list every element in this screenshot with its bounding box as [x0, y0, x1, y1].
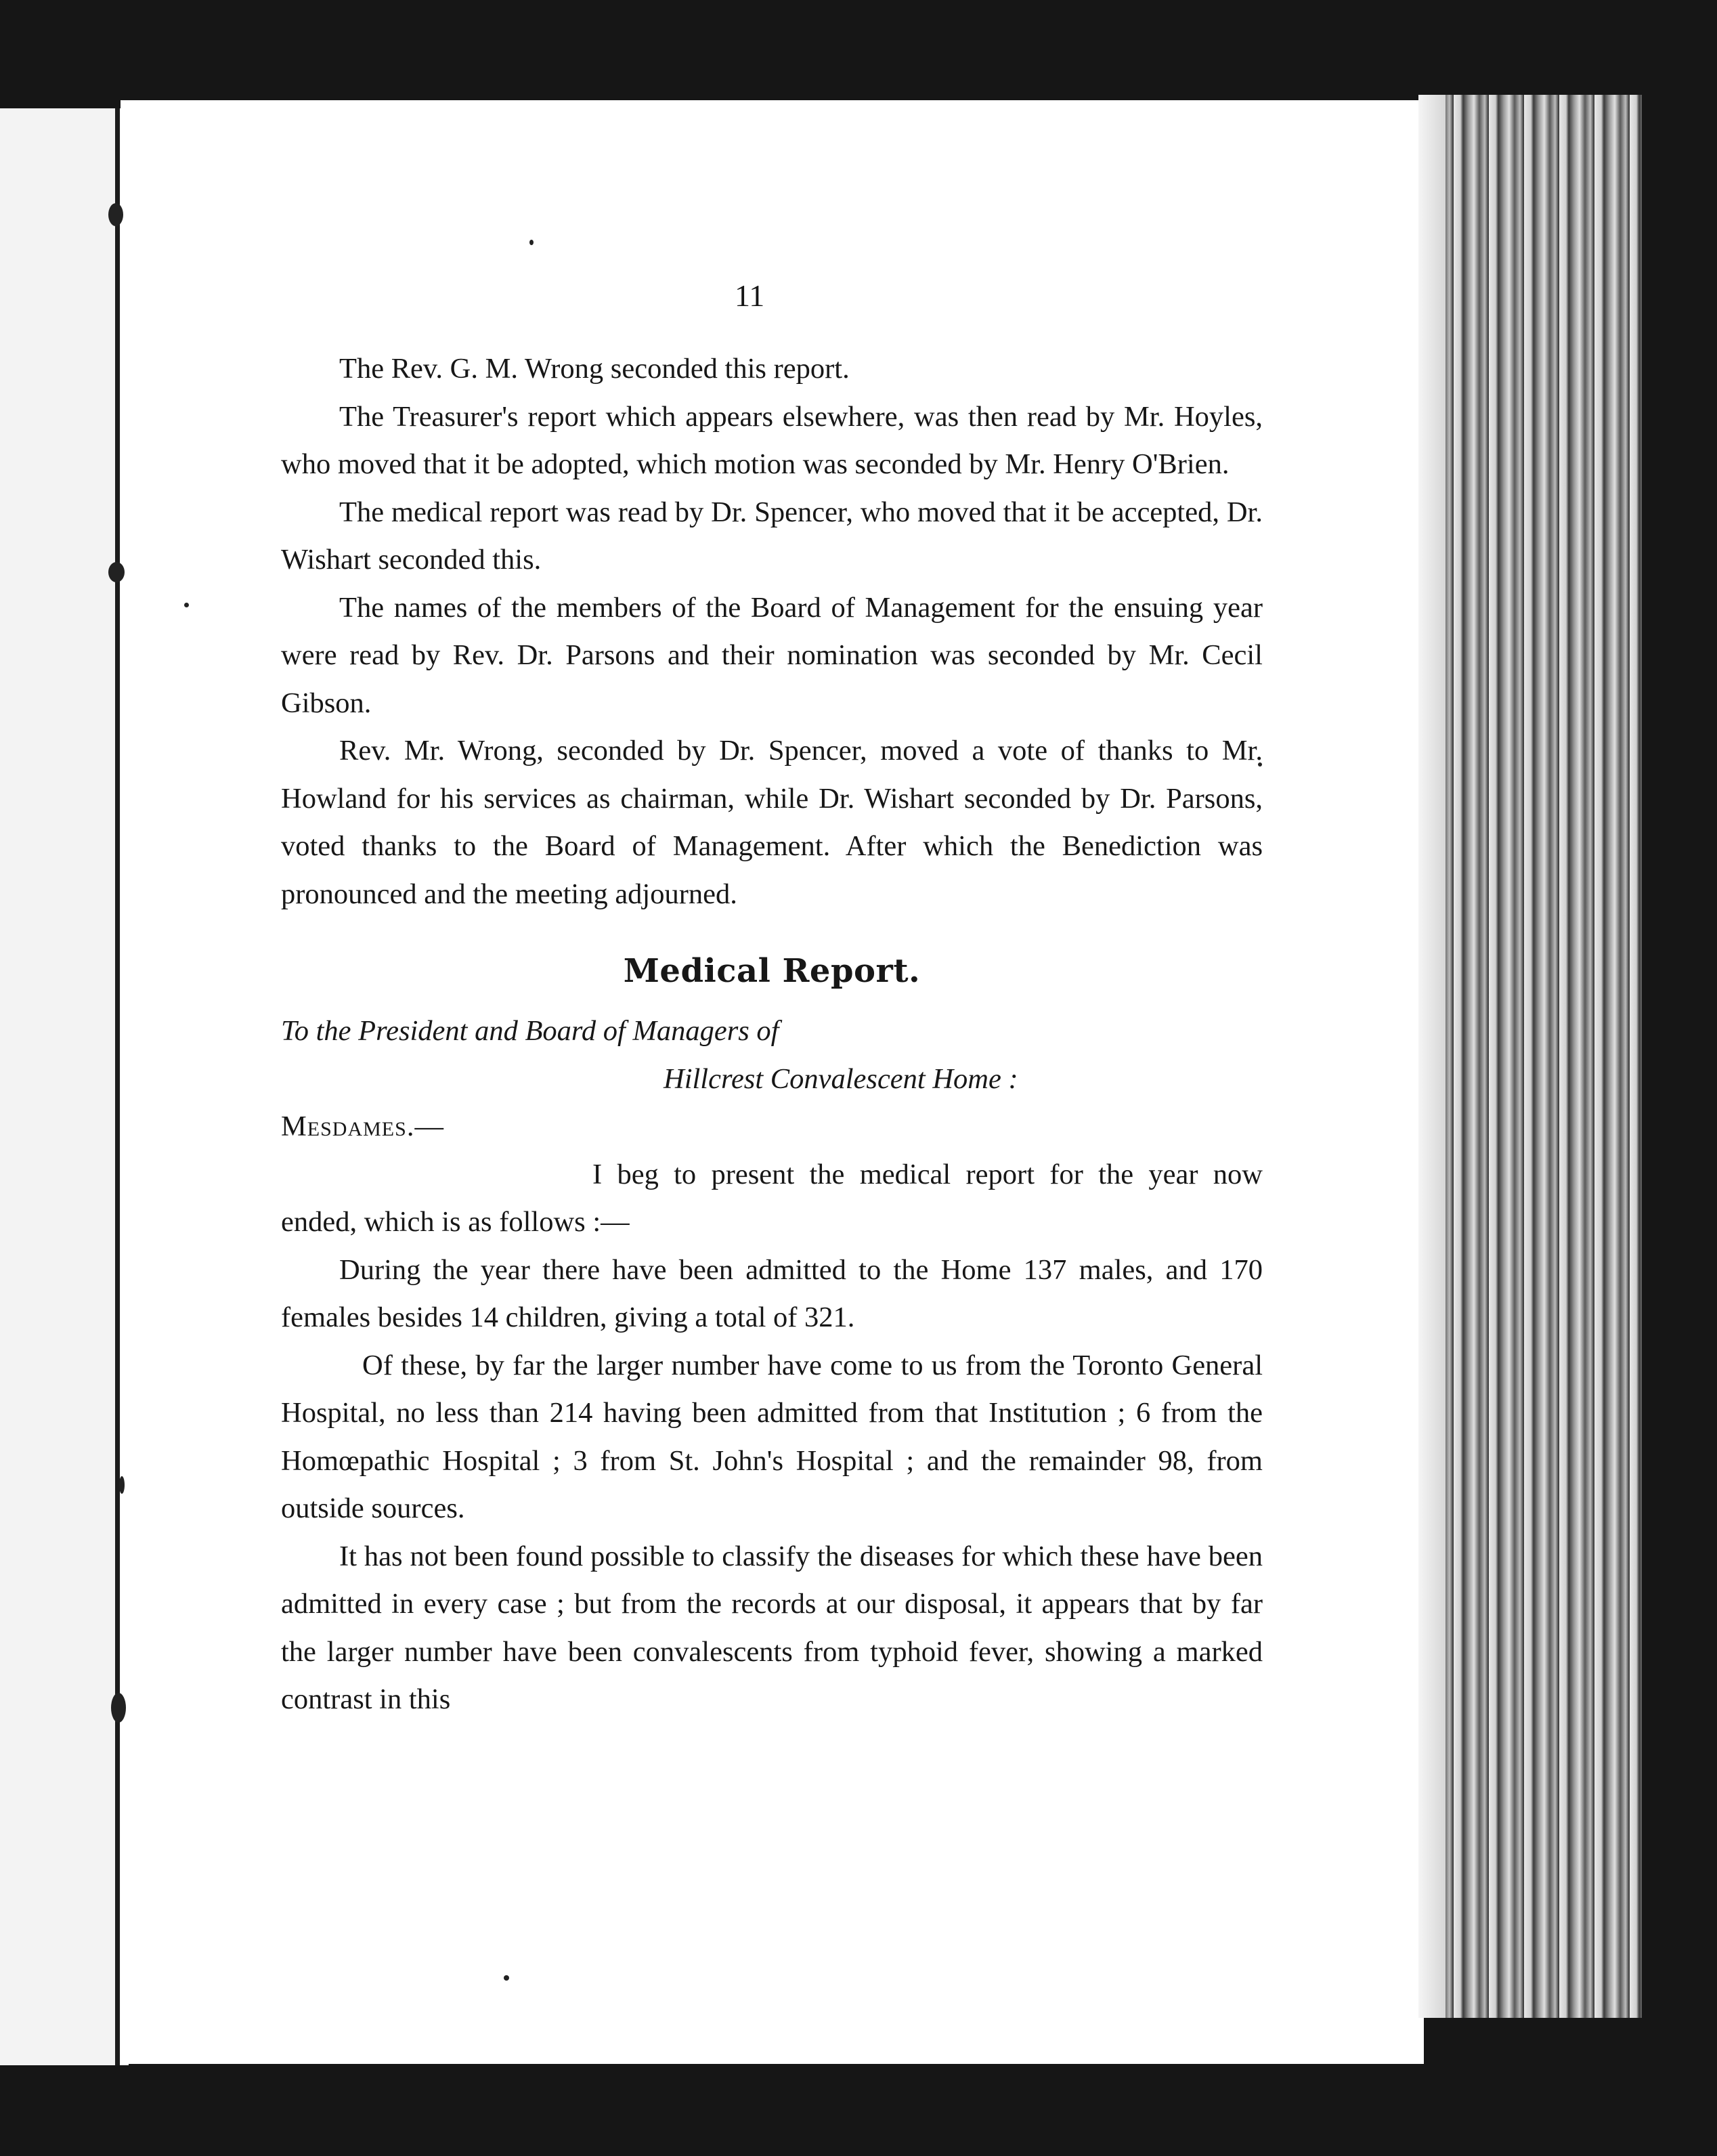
dust-speck	[184, 603, 189, 607]
binding-mark	[111, 1693, 126, 1723]
report-paragraph: Of these, by far the larger number have come to us from the Toronto General Hospital, no less than 214 having been admitted from that Institution ; 6 from the Homœpathic Hospital ; 3 from St. John's Hospital ; and the remainder 98, from outside sources.	[281, 1349, 1263, 1524]
binding-mark	[108, 562, 125, 582]
dust-speck	[504, 1975, 509, 1981]
minutes-paragraph: The Rev. G. M. Wrong seconded this report.	[339, 353, 850, 385]
binding-mark	[108, 203, 123, 226]
binding-mark	[119, 1476, 125, 1494]
book-gutter	[115, 108, 120, 2065]
addressee-line: To the President and Board of Managers of	[281, 1015, 779, 1047]
left-page-edge	[0, 108, 129, 2065]
minutes-paragraph: The names of the members of the Board of Management for the ensuing year were read by Rev. Dr. Parsons and their nomination was seconded by Mr. Cecil Gibson.	[281, 591, 1263, 719]
page-stack-edges	[1418, 95, 1642, 2018]
report-paragraph: It has not been found possible to classify the diseases for which these have been admitted in every case ; but from the records at our disposal, it appears that by far the larger number have been convalescents from typhoid fever, showing a marked contrast in this	[281, 1540, 1263, 1715]
salutation: Mesdames.—	[281, 1111, 444, 1142]
section-heading: Medical Report.	[623, 952, 921, 990]
page-text	[281, 345, 1263, 1724]
addressee-line: Hillcrest Convalescent Home :	[664, 1062, 1018, 1095]
page-number: 11	[735, 278, 765, 313]
minutes-paragraph: The medical report was read by Dr. Spencer, who moved that it be accepted, Dr. Wishart seconded this.	[281, 496, 1263, 576]
minutes-paragraph: The Treasurer's report which appears elsewhere, was then read by Mr. Hoyles, who moved that it be adopted, which motion was seconded by Mr. Henry O'Brien.	[281, 400, 1263, 480]
page-edge-shade	[1418, 95, 1446, 2018]
report-paragraph: I beg to present the medical report for the year now ended, which is as follows :—	[281, 1158, 1263, 1238]
minutes-paragraph: Rev. Mr. Wrong, seconded by Dr. Spencer, moved a vote of thanks to Mr. Howland for his services as chairman, while Dr. Wishart seconded by Dr. Parsons, voted thanks to the Board of Management. After which the Benediction was pronounced and the meeting adjourned.	[281, 735, 1263, 910]
dust-speck	[529, 240, 534, 245]
report-paragraph: During the year there have been admitted to the Home 137 males, and 170 females besides 14 children, giving a total of 321.	[281, 1253, 1263, 1333]
